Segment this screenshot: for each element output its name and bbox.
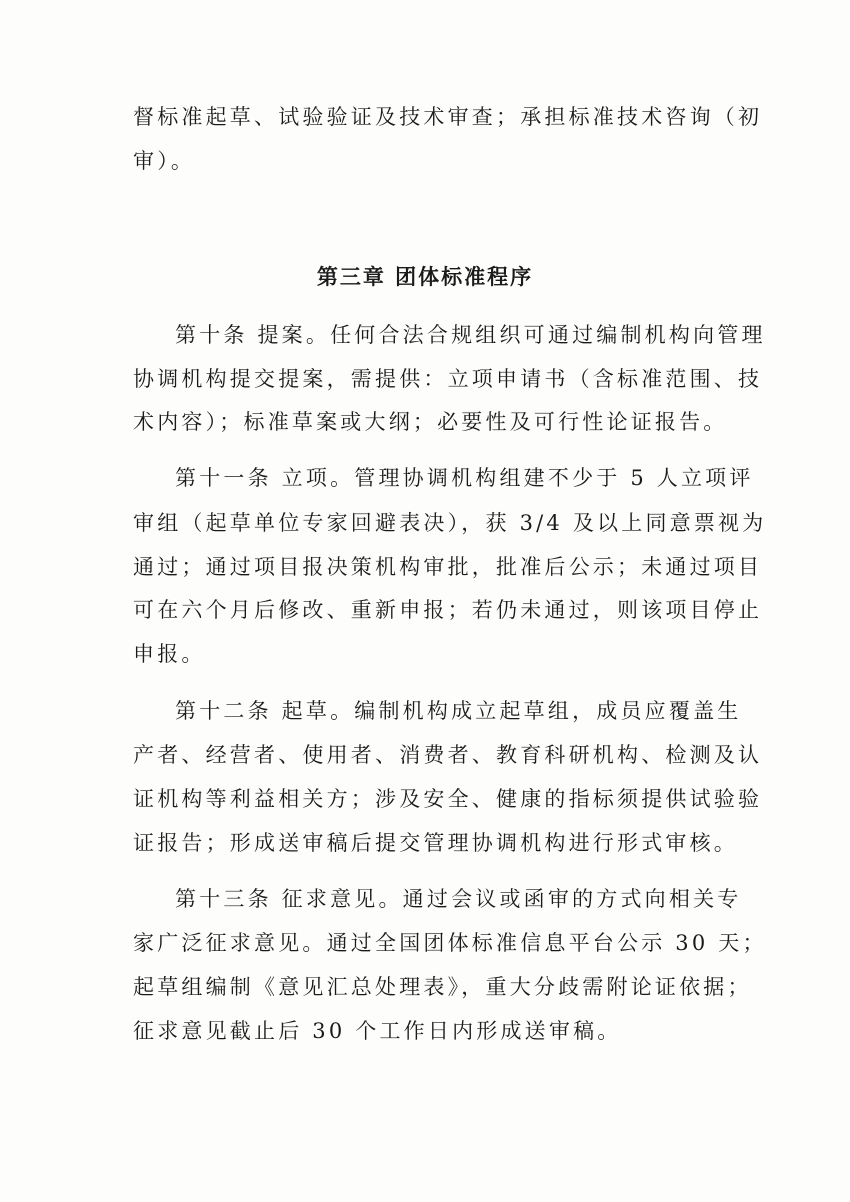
article-line: 协调机构提交提案，需提供：立项申请书（含标准范围、技 bbox=[133, 367, 763, 391]
chapter-heading: 第三章 团体标准程序 bbox=[316, 265, 534, 289]
article-line: 第十条 提案。任何合法合规组织可通过编制机构向管理 bbox=[175, 323, 766, 347]
article-line: 申报。 bbox=[133, 642, 206, 666]
article-line: 第十三条 征求意见。通过会议或函审的方式向相关专 bbox=[175, 887, 742, 911]
article-line: 征求意见截止后 30 个工作日内形成送审稿。 bbox=[133, 1019, 622, 1043]
article-line: 起草组编制《意见汇总处理表》，重大分歧需附论证依据； bbox=[133, 975, 752, 999]
article-line: 可在六个月后修改、重新申报；若仍未通过，则该项目停止 bbox=[133, 598, 763, 622]
article-line: 家广泛征求意见。通过全国团体标准信息平台公示 30 天； bbox=[133, 931, 767, 955]
article-line: 审组（起草单位专家回避表决），获 3/4 及以上同意票视为 bbox=[133, 511, 767, 535]
article-line: 证报告；形成送审稿后提交管理协调机构进行形式审核。 bbox=[133, 831, 738, 855]
article-line: 第十二条 起草。编制机构成立起草组，成员应覆盖生 bbox=[175, 699, 742, 723]
article-line: 术内容）；标准草案或大纲；必要性及可行性论证报告。 bbox=[133, 410, 728, 434]
article-line: 产者、经营者、使用者、消费者、教育科研机构、检测及认 bbox=[133, 743, 763, 767]
intro-line: 审）。 bbox=[133, 149, 196, 173]
article-line: 第十一条 立项。管理协调机构组建不少于 5 人立项评 bbox=[175, 466, 754, 490]
article-line: 通过；通过项目报决策机构审批，批准后公示；未通过项目 bbox=[133, 555, 763, 579]
article-line: 证机构等利益相关方；涉及安全、健康的指标须提供试验验 bbox=[133, 787, 763, 811]
intro-line: 督标准起草、试验验证及技术审查；承担标准技术咨询（初 bbox=[133, 105, 763, 129]
